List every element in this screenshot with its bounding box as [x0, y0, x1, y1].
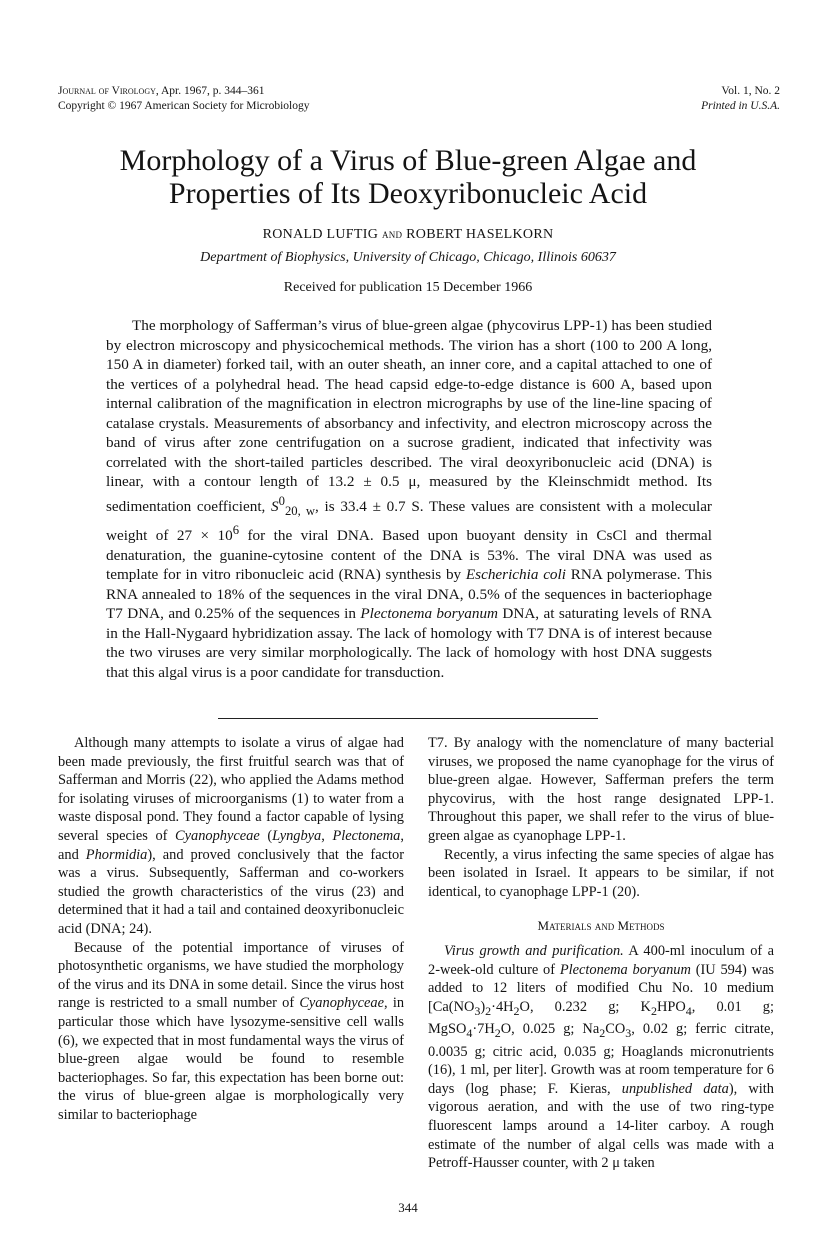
author-first: RONALD LUFTIG — [262, 227, 379, 242]
taxon-plectonema: Plectonema — [332, 827, 401, 844]
intro-paragraph-1 — [58, 734, 404, 939]
taxon-phormidia: Phormidia — [85, 846, 148, 863]
abstract-text-1: The morphology of Safferman’s virus of blue-green algae (phycovirus LPP-1) has been studied by electron microscopy and physicochemical methods. The virion has a short (100 to 200 A long, 150 A in diameter) forked tail, with an outer sheath, an inner core, and a capital attached to one of the vertices of a polyhedral head. The head capsid edge-to-edge distance is 600 A, based upon internal calibration of the magnification in electron micrographs by use of the line-line spacing of catalase crystals. Measurements of absorbancy and infectivity, and electron microscopy across the band of virus after zone centrifugation on a sucrose gradient, indicated that infectivity was correlated with the short-tailed particles described. The viral deoxyribonucleic acid (DNA) is linear, with a contour length of 13.2 ± 0.5 μ, measured by the Kleinschmidt method. Its sedimentation coefficient, — [106, 317, 712, 515]
section-heading-materials-methods: Materials and Methods — [537, 918, 665, 934]
subscript: 2 — [513, 1003, 520, 1018]
methods-text: ·4H — [491, 998, 514, 1015]
page-number: 344 — [398, 1200, 418, 1215]
journal-name: Journal of Virology — [58, 85, 156, 97]
intro-text: , — [321, 827, 333, 844]
abstract — [106, 316, 712, 682]
subscript: 2 — [599, 1026, 606, 1041]
taxon-cyanophyceae: Cyanophyceae — [299, 995, 385, 1012]
subscript: 4 — [466, 1026, 473, 1041]
methods-text: , 0.02 g; ferric citrate, 0.0035 g; citric acid, 0.035 g; Hoaglands micronutrients (16), 1 ml, per liter]. Growth was at room temperature for 6 days (log phase; F. Kieras, — [428, 1021, 775, 1097]
journal-header-right — [701, 84, 780, 114]
author-conjunction: and — [381, 226, 403, 241]
methods-text: ), with vigorous aeration, and with the use of two ring-type fluorescent lamps around a 14-liter carboy. A rough estimate of the number of algal cells was made with a Petroff-Hausser counter, with 2 μ taken — [428, 1080, 774, 1172]
abstract-text-2: , is 33.4 ± 0.7 S. These values are consistent with a molecular weight of 27 × 10 — [106, 497, 712, 545]
abstract-divider — [218, 718, 598, 719]
issue-date: , Apr. 1967, p. 344–361 — [155, 85, 265, 97]
subscript: 2 — [650, 1003, 657, 1018]
affiliation: Department of Biophysics, University of Chicago, Chicago, Illinois 60637 — [200, 250, 616, 265]
intro-text: , in particular those which have lysozyme-sensitive cell walls (6), we expected that in most fundamental ways the virus of blue-green algae would be found to resemble bacteriophages. So far, this expectation has been borne out: the virus of blue-green algae is morphologically very similar to bacteriophage — [58, 995, 405, 1123]
methods-paragraph-1 — [428, 942, 774, 1173]
methods-text: A 400-ml inoculum of a 2-week-old culture of — [428, 942, 774, 978]
subscript: 3 — [474, 1003, 481, 1018]
methods-text: O, 0.232 g; K — [519, 998, 651, 1015]
sedimentation-subscript: 20, w — [284, 503, 315, 518]
methods-text: O, 0.025 g; Na — [500, 1021, 600, 1038]
unpublished-note: unpublished data — [621, 1080, 729, 1097]
sedimentation-symbol: S — [271, 497, 279, 515]
taxon-cyanophyceae: Cyanophyceae — [175, 827, 260, 844]
body-column-left — [58, 734, 404, 1124]
intro-text: Although many attempts to isolate a virus of algae had been made previously, the first fruitful search was that of Safferman and Morris (22), who applied the Adams method for isolating viruses of microorganisms (1) to water from a waste disposal pond. They found a factor capable of lysing several species of — [58, 735, 404, 844]
author-second: ROBERT HASELKORN — [406, 227, 554, 242]
species-plectonema: Plectonema boryanum — [559, 961, 691, 978]
molecular-weight-exponent: 6 — [232, 523, 240, 538]
intro-text: ), and proved conclusively that the factor was a virus. Subsequently, Safferman and co-workers studied the growth characteristics of the virus (23) and determined that it had a tail and contained deoxyribonucleic acid (DNA; 24). — [58, 846, 404, 937]
article-title — [40, 144, 776, 210]
methods-text: (IU 594) was added to 12 liters of modified Chu No. 10 medium [Ca(NO — [428, 961, 774, 1015]
species-ecoli: Escherichia coli — [465, 566, 566, 584]
intro-text: ( — [259, 827, 273, 844]
intro-paragraph-4: Recently, a virus infecting the same species of algae has been isolated in Israel. It appears to be similar, if not identical, to cyanophage LPP-1 (20). — [428, 846, 774, 900]
title-line-1: Morphology of a Virus of Blue-green Algae and — [119, 144, 697, 177]
methods-text: ) — [480, 998, 486, 1015]
taxon-lyngbya: Lyngbya — [272, 827, 322, 844]
subsection-heading: Virus growth and purification. — [444, 942, 624, 959]
title-line-2: Properties of Its Deoxyribonucleic Acid — [168, 177, 648, 210]
species-plectonema: Plectonema boryanum — [360, 605, 499, 623]
methods-text: CO — [605, 1021, 626, 1038]
methods-text: ·7H — [472, 1021, 495, 1038]
subscript: 2 — [485, 1003, 492, 1018]
copyright-line: Copyright © 1967 American Society for Microbiology — [58, 100, 310, 112]
methods-text: HPO — [656, 998, 686, 1015]
methods-text: , 0.01 g; MgSO — [428, 998, 774, 1038]
subscript: 3 — [625, 1026, 632, 1041]
subscript: 2 — [494, 1026, 501, 1041]
sedimentation-superscript: 0 — [278, 493, 285, 508]
intro-paragraph-3: T7. By analogy with the nomenclature of many bacterial viruses, we proposed the name cyanophage for the virus of blue-green algae. However, Safferman prefers the term phycovirus, with the host range designated LPP-1. Throughout this paper, we shall refer to the virus of blue-green algae as cyanophage LPP-1. — [428, 735, 774, 844]
intro-paragraph-2 — [58, 939, 404, 1125]
subscript: 4 — [685, 1003, 692, 1018]
abstract-text-5: DNA, at saturating levels of RNA in the Hall-Nygaard hybridization assay. The lack of homology with T7 DNA is of interest because the two viruses are very similar morphologically. The lack of homology with host DNA suggests that this algal virus is a poor candidate for transduction. — [106, 605, 712, 681]
received-date: Received for publication 15 December 1966 — [283, 280, 533, 295]
abstract-text-4: RNA polymerase. This RNA annealed to 18% of the sequences in the viral DNA, 0.5% of the sequences in bacteriophage T7 DNA, and 0.25% of the sequences in — [106, 566, 712, 623]
printed-location: Printed in U.S.A. — [701, 100, 780, 112]
volume-number: Vol. 1, No. 2 — [721, 85, 780, 97]
intro-text: , and — [58, 827, 404, 863]
body-column-right — [428, 734, 774, 1173]
journal-header-left — [58, 84, 309, 114]
author-list — [0, 226, 816, 243]
abstract-text-3: for the viral DNA. Based upon buoyant density in CsCl and thermal denaturation, the guanine-cytosine content of the DNA is 53%. The viral DNA was used as template for in vitro ribonucleic acid (RNA) synthesis by — [106, 527, 712, 584]
intro-text: Because of the potential importance of viruses of photosynthetic organisms, we have studied the morphology of the virus and its DNA in some detail. Since the virus host range is restricted to a small number of — [58, 939, 404, 1012]
